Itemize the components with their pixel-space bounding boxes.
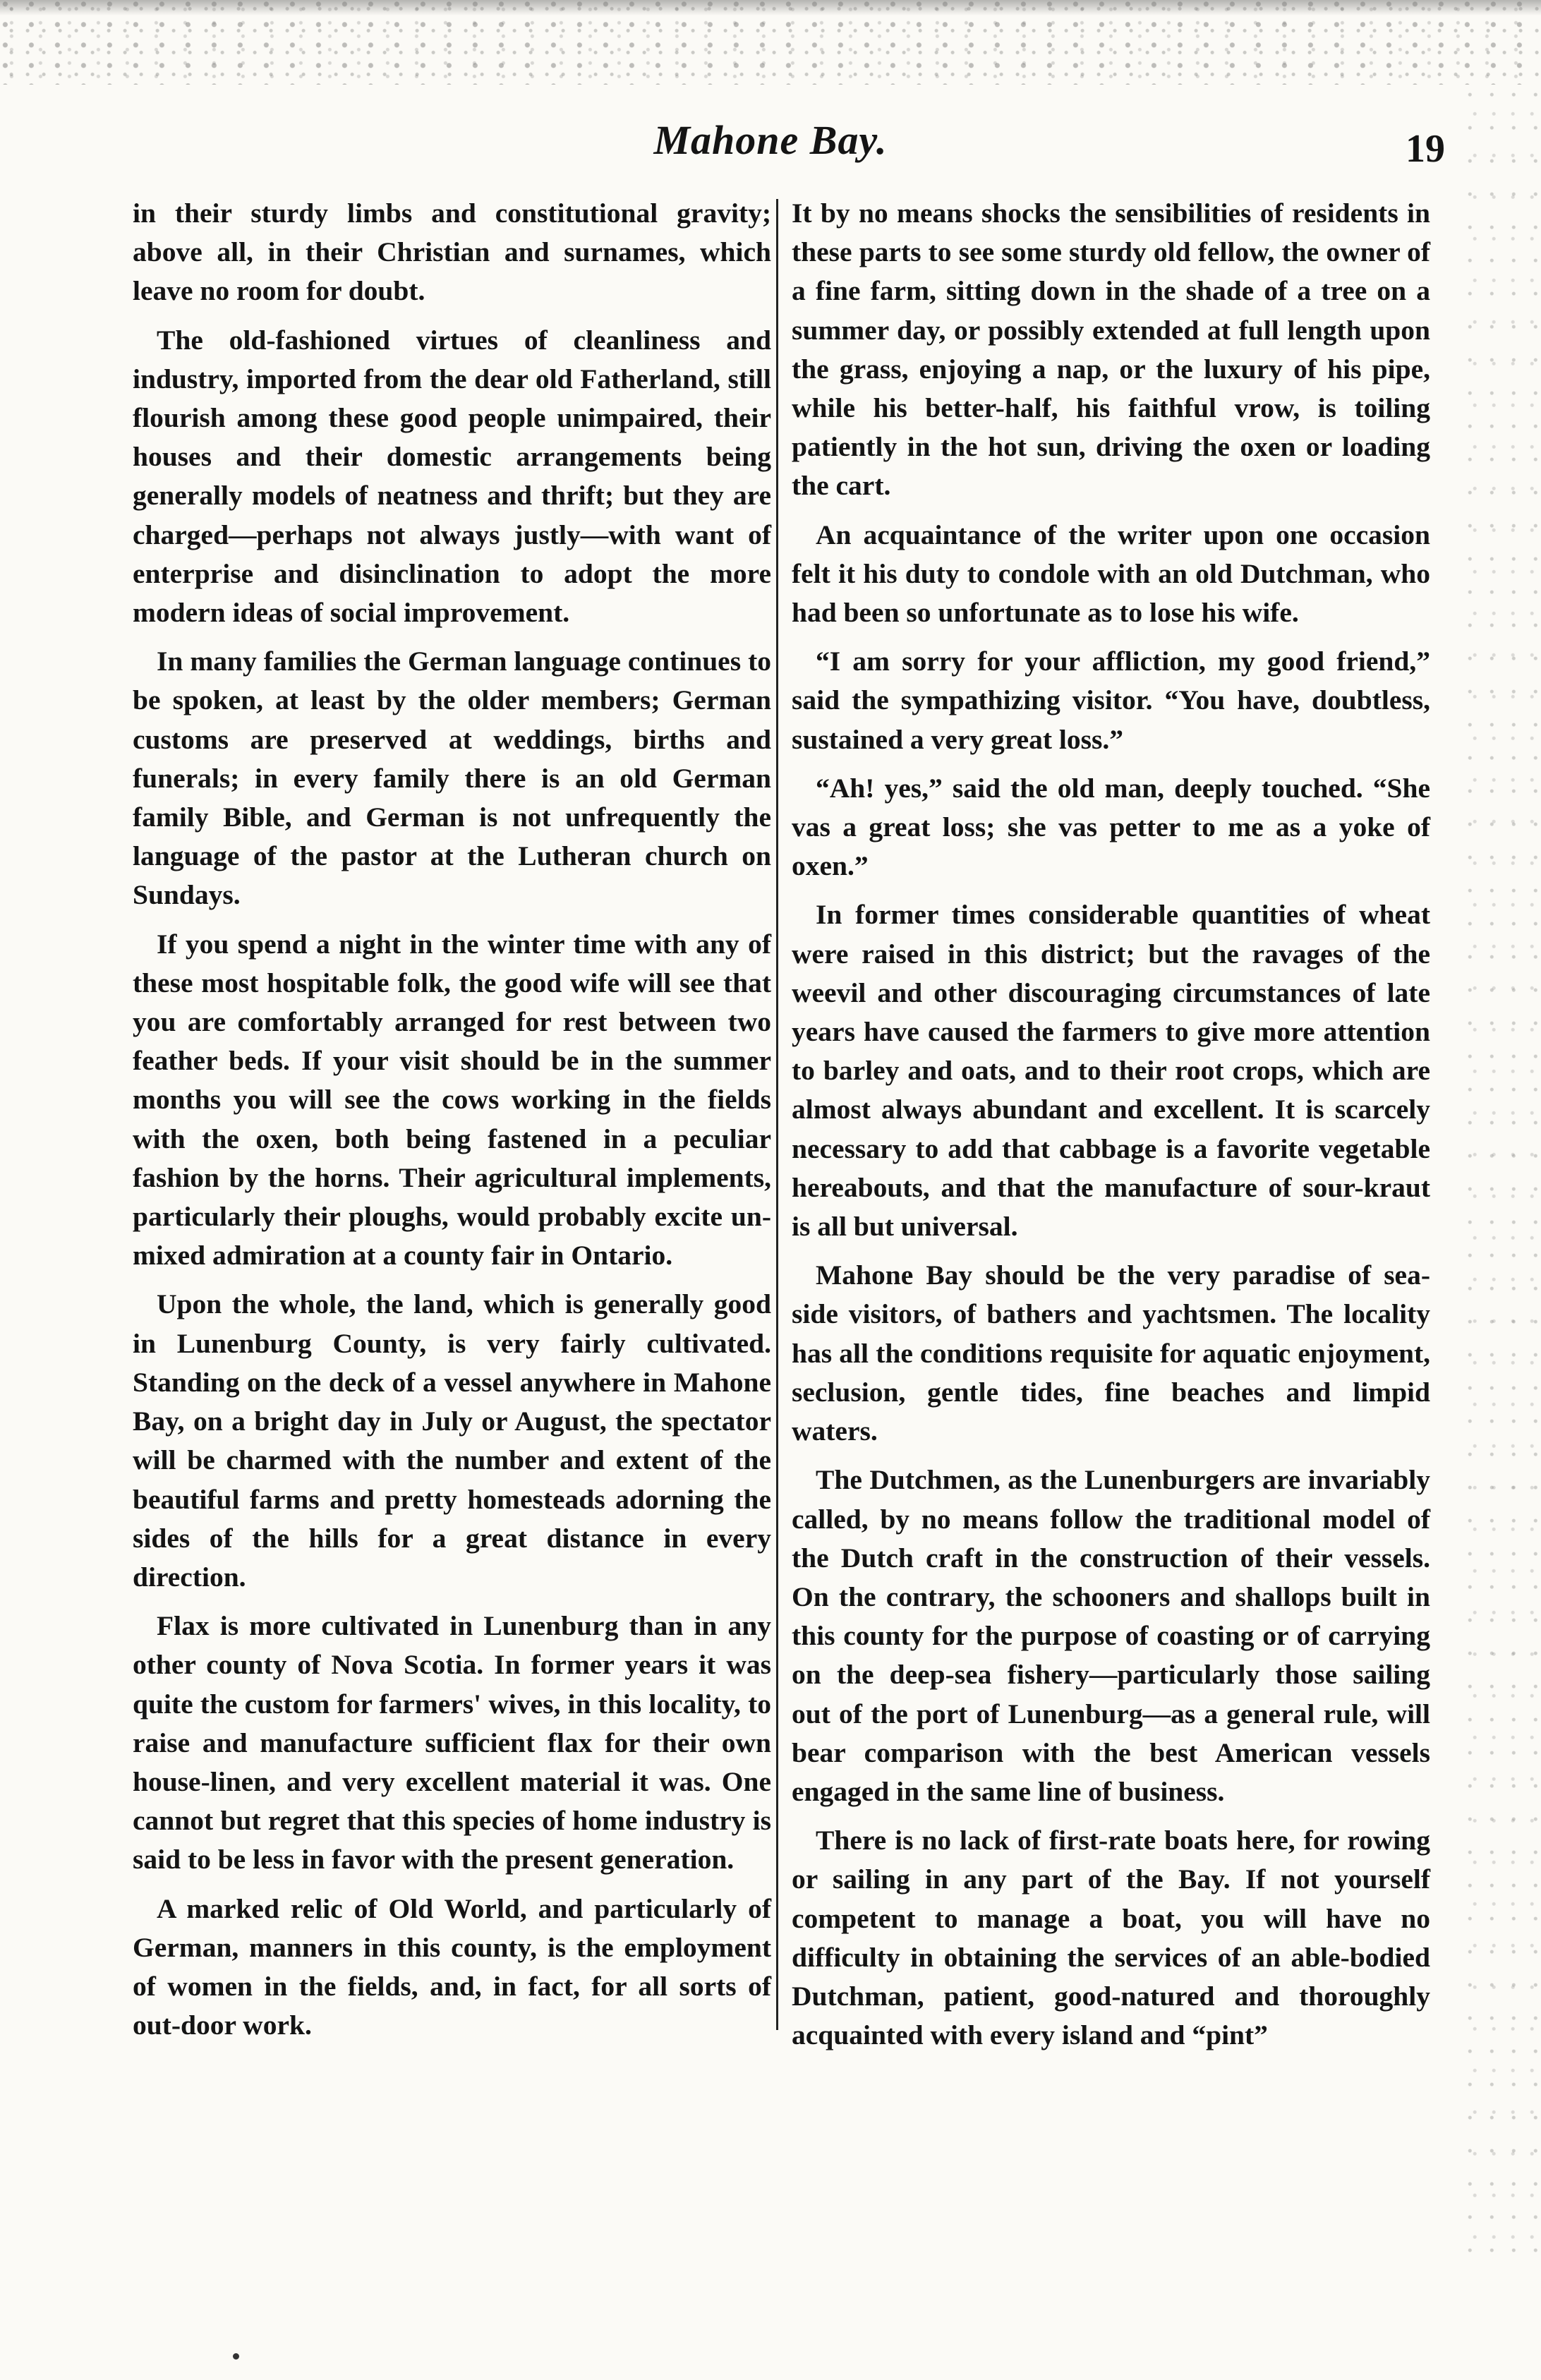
scan-dot [233,2353,239,2360]
running-header [0,116,1541,180]
paragraph: The old-fashioned virtues of cleanliness and industry, imported from the dear old Fatherland, still flourish among these good people unimpaired, their houses and their domestic arrangements being generally models of neatness and thrift; but they are charged—perhaps not always justly—with want of enterprise and disinclination to adopt the more modern ideas of social improvement. [133,324,771,629]
paragraph: It by no means shocks the sensibilities of residents in these parts to see some sturdy old fellow, the owner of a fine farm, sitting down in the shade of a tree on a summer day, or possibly extended at full length upon the grass, enjoying a nap, or the luxury of his pipe, while his better-half, his faithful vrow, is toiling patiently in the hot sun, driving the oxen or loading the cart. [792,198,1430,502]
scan-speckle-right [1463,85,1541,2272]
paragraph: Flax is more cultivated in Lunenburg than in any other county of Nova Scotia. In former years it was quite the custom for farmers' wives, in this locality, to raise and manufacture sufficient flax for their own house-linen, and very excellent material it was. One cannot but regret that this species of home industry is said to be less in favor with the present generation. [133,1610,771,1875]
paragraph: The Dutchmen, as the Lunenburgers are invariably called, by no means follow the traditional model of the Dutch craft in the construction of their vessels. On the contrary, the schooners and shallops built in this county for the purpose of coasting or of carrying on the deep-sea fishery—particularly those sailing out of the port of Lunenburg—as a general rule, will bear comparison with the best American vessels engaged in the same line of business. [792,1464,1430,1807]
page-title: Mahone Bay. [653,117,888,163]
paragraph: Upon the whole, the land, which is generally good in Lunenburg County, is very fairly cultivated. Standing on the deck of a vessel anywhere in Mahone Bay, on a bright day in July or August, the spectator will be charmed with the number and extent of the beautiful farms and pretty homesteads adorning the sides of the hills for a great distance in every direction. [133,1288,771,1593]
paragraph: In former times considerable quantities of wheat were raised in this district; but the ravages of the weevil and other discouraging circumstances of late years have caused the farmers to give more attention to barley and oats, and to their root crops, which are almost always abundant and excellent. It is scarcely necessary to add that cabbage is a favorite vegetable hereabouts, and that the manufacture of sour-kraut is all but universal. [792,899,1430,1243]
paragraph: “I am sorry for your affliction, my good friend,” said the sympathizing visitor. “You have, doubtless, sustained a very great loss.” [792,646,1430,755]
paragraph: A marked relic of Old World, and particularly of German, manners in this county, is the employment of women in the fields, and, in fact, for all sorts of out-door work. [133,1892,771,2041]
right-column [792,194,1430,2055]
paragraph: in their sturdy limbs and constitutional gravity; above all, in their Christian and surnames, which leave no room for doubt. [133,198,771,307]
paragraph: Mahone Bay should be the very paradise of sea-side visitors, of bathers and yachtsmen. The locality has all the conditions requisite for aquatic enjoyment, seclusion, gentle tides, fine beaches and limpid waters. [792,1260,1430,1447]
page-number: 19 [1406,127,1445,171]
paragraph: If you spend a night in the winter time with any of these most hospitable folk, the good wife will see that you are comfortably arranged for rest between two feather beds. If your visit should be in the summer months you will see the cows working in the fields with the oxen, both being fastened in a peculiar fashion by the horns. Their agricultural implements, particularly their ploughs, would probably excite unmixed admiration at a county fair in Ontario. [133,928,771,1271]
paragraph: There is no lack of first-rate boats here, for rowing or sailing in any part of the Bay. If not yourself competent to manage a boat, you will have no difficulty in obtaining the services of an able-bodied Dutchman, patient, good-natured and thoroughly acquainted with every island and “pint” [792,1825,1430,2051]
paragraph: An acquaintance of the writer upon one occasion felt it his duty to condole with an old Dutchman, who had been so unfortunate as to lose his wife. [792,519,1430,629]
column-divider [776,199,778,2030]
paragraph: “Ah! yes,” said the old man, deeply touched. “She vas a great loss; she vas petter to me as a yoke of oxen.” [792,772,1430,882]
paragraph: In many families the German language continues to be spoken, at least by the older members; German customs are preserved at weddings, births and funerals; in every family there is an old German family Bible, and German is not unfrequently the language of the pastor at the Lutheran church on Sundays. [133,646,771,911]
left-column [133,194,771,2045]
scan-speckle-top [0,0,1541,85]
